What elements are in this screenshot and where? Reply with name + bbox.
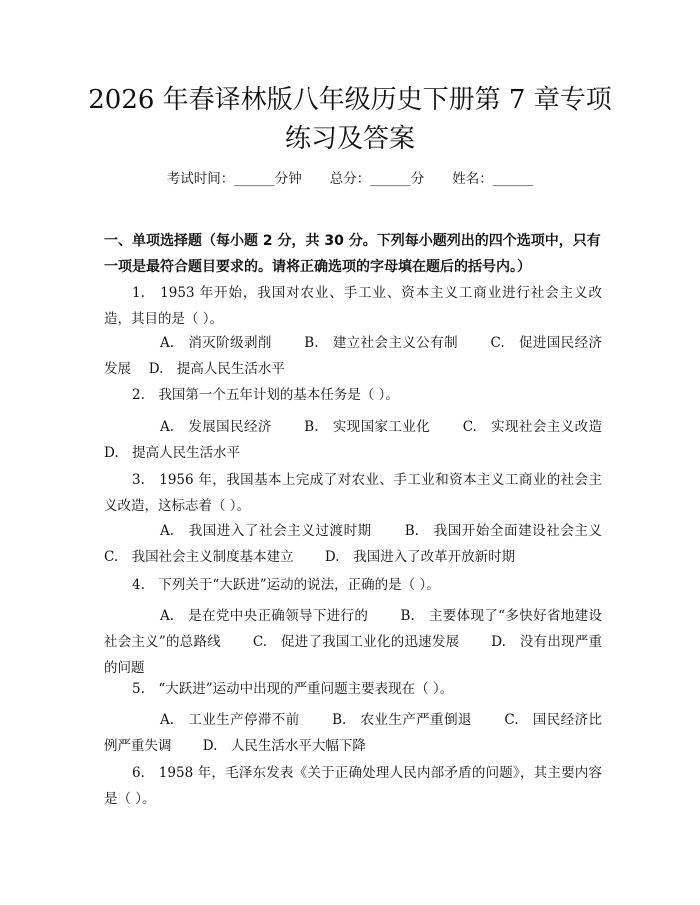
document-title-line-2: 练习及答案	[284, 124, 415, 154]
exam-time-label: 考试时间：______分钟	[166, 171, 302, 187]
question-options: A. 发展国民经济 B. 实现国家工业化 C. 实现社会主义改造 D. 提高人民生活水平	[104, 419, 602, 461]
question-stem: 1. 1953 年开始，我国对农业、手工业、资本主义工商业进行社会主义改造，其目的是（ ）。	[104, 285, 602, 327]
exam-info-line	[0, 167, 700, 187]
question-options: A. 是在党中央正确领导下进行的 B. 主要体现了“多快好省地建设社会主义”的总路线 C. 促进了我国工业化的迅速发展 D. 没有出现严重的问题	[104, 608, 602, 676]
question-options: A. 消灭阶级剥削 B. 建立社会主义公有制 C. 促进国民经济发展 D. 提高人民生活水平	[104, 335, 602, 377]
question-stem: 2. 我国第一个五年计划的基本任务是（ ）。	[132, 387, 399, 403]
question-stem: 6. 1958 年，毛泽东发表《关于正确处理人民内部矛盾的问题》，其主要内容是（ ）。	[104, 765, 602, 807]
question-stem: 3. 1956 年，我国基本上完成了对农业、手工业和资本主义工商业的社会主义改造，这标志着（ ）。	[104, 472, 602, 514]
section-heading: 一、单项选择题（每小题 2 分，共 30 分。下列每小题列出的四个选项中，只有一项是最符合题目要求的。请将正确选项的字母填在题后的括号内。）	[104, 233, 601, 275]
question-options: A. 工业生产停滞不前 B. 农业生产严重倒退 C. 国民经济比例严重失调 D. 人民生活水平大幅下降	[104, 712, 602, 754]
question-stem: 4. 下列关于“大跃进”运动的说法，正确的是（ ）。	[132, 577, 440, 593]
student-name-label: 姓名：______	[452, 171, 534, 187]
question-options: A. 我国进入了社会主义过渡时期 B. 我国开始全面建设社会主义 C. 我国社会主义制度基本建立 D. 我国进入了改革开放新时期	[104, 523, 602, 565]
document-title-line-1: 2026 年春译林版八年级历史下册第 7 章专项	[88, 85, 612, 115]
question-stem: 5. “大跃进”运动中出现的严重问题主要表现在（ ）。	[132, 681, 454, 697]
total-score-label: 总分：______分	[329, 171, 425, 187]
